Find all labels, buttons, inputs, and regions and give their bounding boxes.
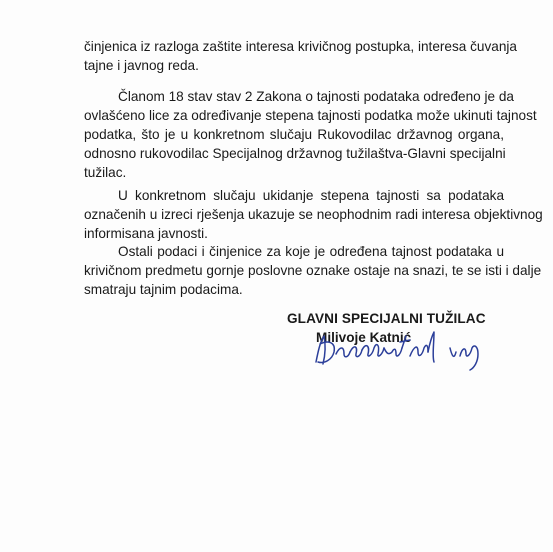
paragraph-line: krivičnom predmetu gornje poslovne oznake ostaje na snazi, te se isti i dalje — [84, 263, 542, 278]
paragraph-line: Ostali podaci i činjenice za koje je određena tajnost podataka u — [118, 244, 504, 259]
signatory-name: Milivoje Katnić — [316, 330, 412, 345]
paragraph-line: smatraju tajnim podacima. — [84, 282, 243, 297]
signatory-title: GLAVNI SPECIJALNI TUŽILAC — [287, 311, 486, 326]
paragraph-line: tužilac. — [84, 165, 127, 180]
paragraph-line: podatka, što je u konkretnom slučaju Rukovodilac državnog organa, — [84, 127, 504, 142]
paragraph-line: odnosno rukovodilac Specijalnog državnog tužilaštva-Glavni specijalni — [84, 146, 506, 161]
paragraph-line: označenih u izreci rješenja ukazuje se neophodnim radi interesa objektivnog — [84, 207, 543, 222]
paragraph-1 — [84, 37, 517, 75]
paragraph-line: činjenica iz razloga zaštite interesa krivičnog postupka, interesa čuvanja — [84, 39, 517, 54]
paragraph-line: U konkretnom slučaju ukidanje stepena tajnosti sa podataka — [118, 188, 504, 203]
paragraph-line: informisana javnosti. — [84, 226, 208, 241]
paragraph-line: Članom 18 stav stav 2 Zakona o tajnosti podataka određeno je da — [118, 89, 514, 104]
paragraph-3 — [84, 186, 543, 243]
paragraph-2 — [84, 87, 537, 182]
paragraph-line: ovlašćeno lice za određivanje stepena tajnosti podatka može ukinuti tajnost — [84, 108, 537, 123]
paragraph-4 — [84, 242, 542, 299]
handwritten-signature — [310, 322, 490, 372]
paragraph-line: tajne i javnog reda. — [84, 58, 199, 73]
